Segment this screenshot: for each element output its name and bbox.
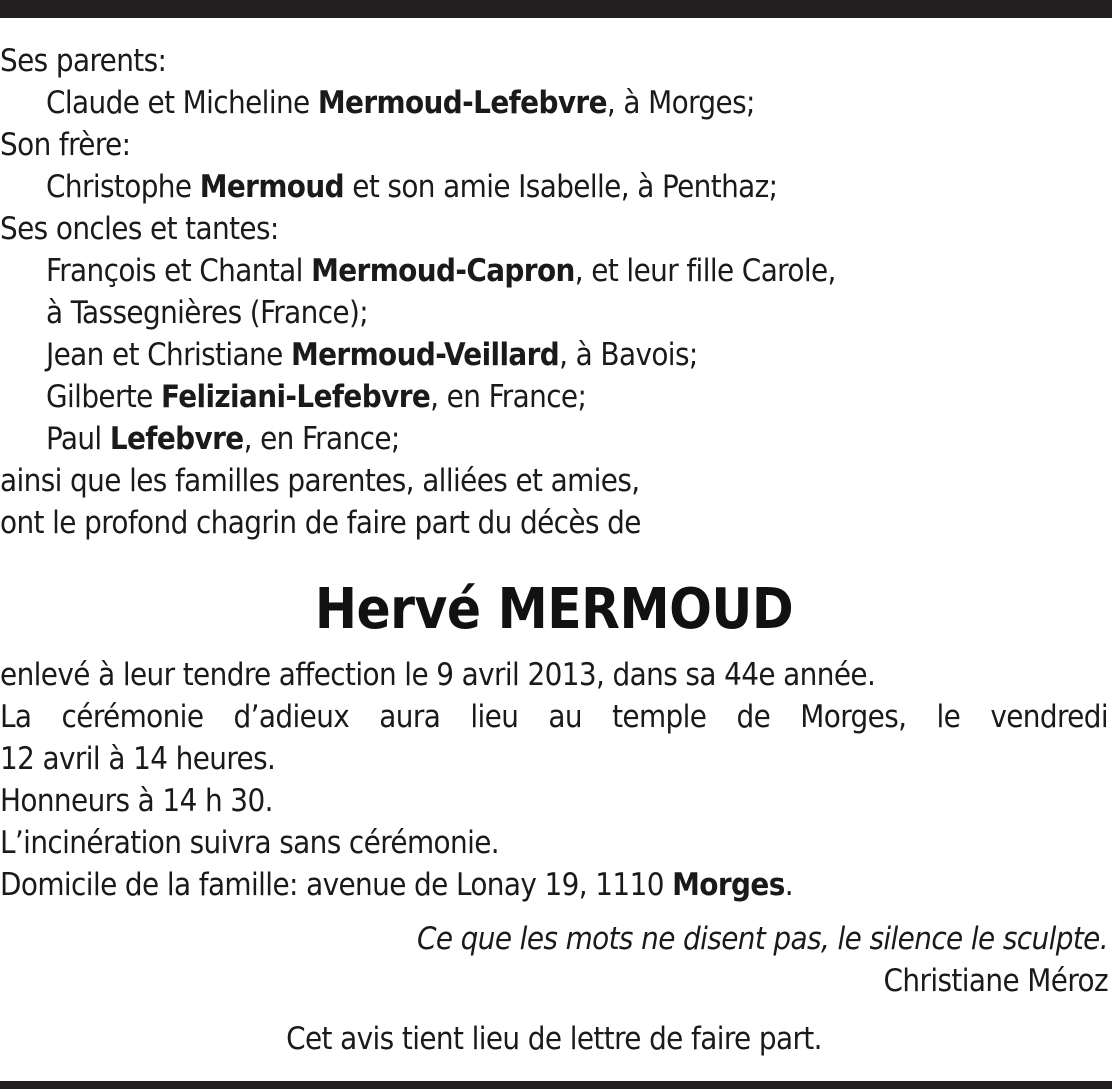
uncle-entry: Gilberte Feliziani-Lefebvre, en France;: [46, 379, 587, 415]
quote-author: Christiane Méroz: [883, 963, 1108, 999]
uncles-label: Ses oncles et tantes:: [0, 211, 279, 247]
uncle-entry: François et Chantal Mermoud-Capron, et leur fille Carole,: [46, 253, 836, 289]
parents-entry: Claude et Micheline Mermoud-Lefebvre, à Morges;: [46, 85, 755, 121]
also-families: ainsi que les familles parentes, alliées et amies,: [0, 463, 640, 499]
death-details: enlevé à leur tendre affection le 9 avril 2013, dans sa 44e année.: [0, 657, 876, 693]
brother-label: Son frère:: [0, 127, 131, 163]
uncle-entry-continuation: à Tassegnières (France);: [46, 295, 369, 331]
parents-label: Ses parents:: [0, 43, 167, 79]
cremation: L’incinération suivra sans cérémonie.: [0, 825, 500, 861]
uncle-entry: Paul Lefebvre, en France;: [46, 421, 400, 457]
brother-entry: Christophe Mermoud et son amie Isabelle, à Penthaz;: [46, 169, 778, 205]
family-name: Mermoud-Lefebvre: [317, 85, 607, 121]
quote-text: Ce que les mots ne disent pas, le silence le sculpte.: [416, 921, 1108, 957]
top-rule: [0, 0, 1112, 18]
deceased-name: Hervé MERMOUD: [314, 577, 794, 642]
family-name: Lefebvre: [109, 421, 244, 457]
uncle-entry: Jean et Christiane Mermoud-Veillard, à Bavois;: [46, 337, 698, 373]
obituary-notice: [0, 40, 1108, 1060]
domicile: Domicile de la famille: avenue de Lonay 19, 1110 Morges.: [0, 867, 793, 903]
family-name: Mermoud-Veillard: [290, 337, 560, 373]
closing-note: Cet avis tient lieu de lettre de faire part.: [286, 1021, 822, 1057]
domicile-town: Morges: [672, 867, 785, 903]
family-name: Mermoud: [199, 169, 344, 205]
family-name: Feliziani-Lefebvre: [161, 379, 431, 415]
bottom-rule: [0, 1081, 1112, 1089]
honours: Honneurs à 14 h 30.: [0, 783, 273, 819]
announcement: ont le profond chagrin de faire part du décès de: [0, 505, 641, 541]
ceremony-time: 12 avril à 14 heures.: [0, 741, 276, 777]
family-name: Mermoud-Capron: [311, 253, 575, 289]
ceremony-details: La cérémonie d’adieux aura lieu au temple de Morges, le vendredi: [0, 699, 1108, 735]
